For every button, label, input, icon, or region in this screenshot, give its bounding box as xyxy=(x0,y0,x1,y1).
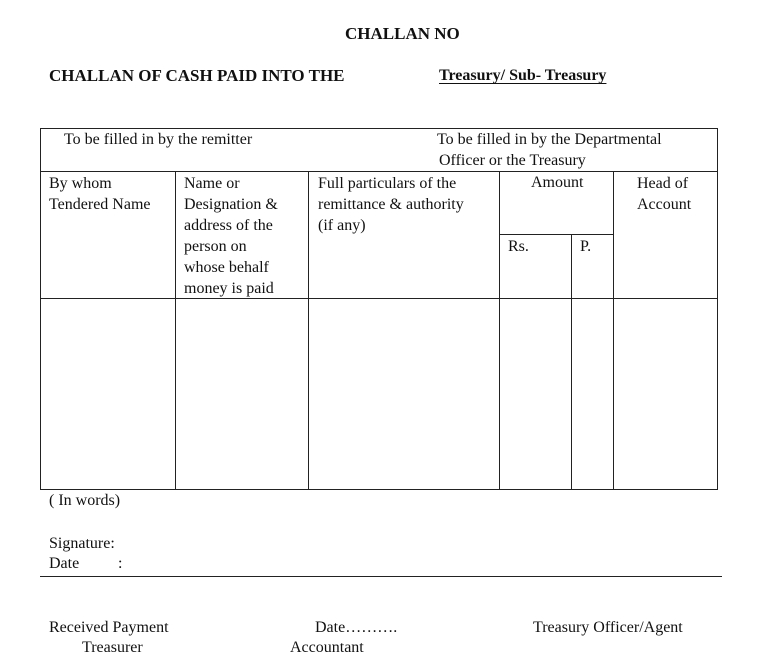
date-label: Date xyxy=(49,555,80,572)
amount-header: Amount xyxy=(531,174,584,191)
head-of-account-line2: Account xyxy=(637,196,692,213)
name-designation-line3: address of the xyxy=(184,217,273,234)
date-colon: : xyxy=(118,555,123,572)
column-divider-4 xyxy=(613,171,614,490)
paise-header: P. xyxy=(580,238,592,255)
footer-date-label: Date………. xyxy=(315,619,398,636)
footer-divider xyxy=(40,576,722,577)
table-left-border xyxy=(40,128,41,490)
table-body-divider xyxy=(40,298,718,299)
column-divider-3 xyxy=(499,171,500,490)
remitter-note: To be filled in by the remitter xyxy=(64,131,253,148)
signature-label: Signature: xyxy=(49,535,115,552)
department-note-line2: Officer or the Treasury xyxy=(439,152,586,169)
table-header-divider xyxy=(40,171,718,172)
treasurer-label: Treasurer xyxy=(82,639,143,656)
tendered-by-header xyxy=(49,173,151,215)
rupees-header: Rs. xyxy=(508,238,529,255)
accountant-label: Accountant xyxy=(290,639,364,656)
column-divider-rs-p xyxy=(571,234,572,490)
treasury-officer-label: Treasury Officer/Agent xyxy=(533,619,683,636)
column-divider-2 xyxy=(308,171,309,490)
column-divider-1 xyxy=(175,171,176,490)
name-designation-header xyxy=(184,173,278,299)
name-designation-line1: Name or xyxy=(184,175,240,192)
in-words-label: ( In words) xyxy=(49,492,121,509)
amount-subdivider xyxy=(499,234,614,235)
particulars-line1: Full particulars of the xyxy=(318,175,457,192)
particulars-line3: (if any) xyxy=(318,217,366,234)
treasury-label: Treasury/ Sub- Treasury xyxy=(439,67,607,84)
name-designation-line2: Designation & xyxy=(184,196,278,213)
challan-title: CHALLAN OF CASH PAID INTO THE xyxy=(49,66,345,85)
particulars-header xyxy=(318,173,464,236)
tendered-by-line2: Tendered Name xyxy=(49,196,151,213)
table-top-border xyxy=(40,128,718,129)
challan-number-heading: CHALLAN NO xyxy=(345,24,460,43)
department-note-line1: To be filled in by the Departmental xyxy=(437,131,662,148)
head-of-account-header xyxy=(637,173,691,215)
table-bottom-border xyxy=(40,489,718,490)
name-designation-line5: whose behalf xyxy=(184,259,269,276)
received-payment-label: Received Payment xyxy=(49,619,169,636)
tendered-by-line1: By whom xyxy=(49,175,112,192)
name-designation-line6: money is paid xyxy=(184,280,274,297)
table-right-border xyxy=(717,128,718,490)
name-designation-line4: person on xyxy=(184,238,247,255)
head-of-account-line1: Head of xyxy=(637,175,689,192)
particulars-line2: remittance & authority xyxy=(318,196,464,213)
